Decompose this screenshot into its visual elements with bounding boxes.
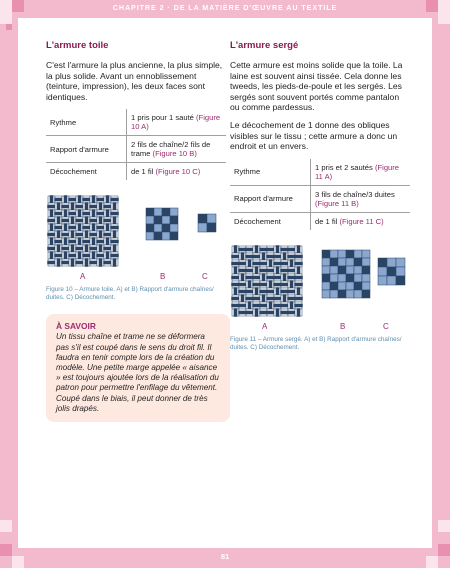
weft-thread — [90, 205, 98, 208]
warp-thread — [106, 252, 109, 260]
weft-thread — [274, 276, 282, 279]
weft-thread — [90, 233, 98, 236]
warp-thread — [64, 252, 67, 260]
warp-thread — [50, 210, 53, 218]
woven-fabric — [232, 245, 303, 316]
weave-cell — [330, 266, 338, 274]
warp-thread — [106, 196, 109, 204]
weave-cell — [387, 267, 396, 276]
weft-thread — [281, 262, 289, 265]
a-savoir-body: Un tissu chaîne et trame ne se déformera pas s'il est coupé dans le sens du droit fil. Il faudra en tenir compte lors de la création du modèle. Une petite marge appelée « aisance » est toujours ajoutée lors de la réalisation du patron pour permettre l'enfilage du vêtement. Coupé dans le biais, il peut donner de très jolis drapés. — [56, 332, 219, 413]
weft-thread — [97, 254, 105, 257]
paragraph: Le décochement de 1 donne des obliques visibles sur le tissu ; cette armure a donc un endroit et un envers. — [230, 119, 398, 152]
corner-pixel — [12, 0, 24, 12]
weft-thread — [104, 247, 112, 250]
row-value: 2 fils de chaîne/2 fils de trame (Figure 10 B) — [127, 136, 227, 163]
table-row — [230, 159, 410, 186]
weft-thread — [239, 283, 247, 286]
warp-thread — [99, 217, 102, 225]
weft-thread — [295, 262, 303, 265]
page-header — [0, 0, 450, 18]
warp-thread — [57, 217, 60, 225]
weft-thread — [246, 269, 254, 272]
warp-thread — [290, 301, 293, 309]
weft-thread — [76, 233, 84, 236]
weave-cell — [322, 266, 330, 274]
weave-cell — [146, 208, 154, 216]
weft-thread — [295, 276, 303, 279]
warp-thread — [50, 224, 53, 232]
weave-cell — [330, 282, 338, 290]
warp-thread — [85, 231, 88, 239]
warp-thread — [241, 273, 244, 281]
weave-diagram-twill — [230, 244, 410, 322]
weave-cell — [154, 224, 162, 232]
weave-diagram-plain — [46, 194, 226, 272]
warp-thread — [78, 252, 81, 260]
a-savoir-box — [46, 314, 230, 422]
figure-label-b: B — [160, 272, 166, 282]
weft-thread — [111, 254, 119, 257]
warp-thread — [297, 287, 300, 295]
weft-thread — [90, 261, 98, 264]
weft-thread — [83, 254, 91, 257]
warp-thread — [255, 287, 258, 295]
warp-thread — [234, 245, 237, 253]
weave-cell — [396, 276, 405, 285]
weave-cell — [170, 224, 178, 232]
warp-thread — [283, 294, 286, 302]
warp-thread — [113, 245, 116, 253]
weave-cell — [162, 216, 170, 224]
weave-cell — [146, 216, 154, 224]
warp-thread — [234, 266, 237, 274]
row-value: 1 pris pour 1 sauté (Figure 10 A) — [127, 109, 227, 136]
weft-thread — [48, 261, 56, 264]
warp-thread — [92, 252, 95, 260]
weave-cell — [207, 223, 216, 232]
chapter-title: CHAPITRE 2 · DE LA MATIÈRE D'ŒUVRE AU TEXTILE — [112, 3, 338, 12]
figure-label-c: C — [202, 272, 208, 282]
warp-thread — [99, 203, 102, 211]
warp-thread — [64, 238, 67, 246]
warp-thread — [290, 280, 293, 288]
warp-thread — [57, 203, 60, 211]
warp-thread — [248, 259, 251, 267]
warp-thread — [78, 196, 81, 204]
weft-thread — [274, 297, 282, 300]
weft-thread — [267, 248, 275, 251]
weave-cell — [154, 208, 162, 216]
weave-cell — [146, 224, 154, 232]
warp-thread — [71, 217, 74, 225]
figure-ref[interactable]: (Figure 11 B) — [315, 198, 359, 208]
warp-thread — [99, 231, 102, 239]
figure-caption: Figure 10 – Armure toile. A) et B) Rapport d'armure chaînes/ duites. C) Décochement. — [46, 286, 214, 302]
weft-thread — [111, 212, 119, 215]
warp-thread — [57, 245, 60, 253]
weave-cell — [198, 214, 207, 223]
weft-thread — [69, 212, 77, 215]
weft-thread — [97, 240, 105, 243]
weft-thread — [288, 290, 296, 293]
weave-cell — [322, 282, 330, 290]
weft-thread — [83, 226, 91, 229]
warp-thread — [269, 259, 272, 267]
row-value: de 1 fil (Figure 11 C) — [315, 216, 384, 226]
weft-thread — [295, 255, 303, 258]
woven-fabric — [48, 196, 119, 267]
table-row — [230, 185, 410, 212]
weft-thread — [76, 205, 84, 208]
warp-thread — [64, 210, 67, 218]
warp-thread — [113, 231, 116, 239]
table-row — [46, 136, 226, 163]
figure-label-c: C — [383, 321, 389, 331]
weave-cell — [354, 266, 362, 274]
warp-thread — [290, 259, 293, 267]
weft-thread — [246, 248, 254, 251]
warp-thread — [50, 252, 53, 260]
warp-thread — [276, 266, 279, 274]
weft-thread — [288, 248, 296, 251]
weft-thread — [97, 198, 105, 201]
row-value: de 1 fil (Figure 10 C) — [131, 167, 201, 177]
weave-cell — [322, 258, 330, 266]
weave-cell — [362, 274, 370, 282]
weft-thread — [76, 219, 84, 222]
weave-cell — [322, 250, 330, 258]
weft-thread — [267, 269, 275, 272]
weft-thread — [48, 247, 56, 250]
figure-label-a: A — [80, 272, 86, 282]
weft-thread — [232, 255, 240, 258]
weft-thread — [90, 247, 98, 250]
weft-thread — [97, 212, 105, 215]
paragraph: C'est l'armure la plus ancienne, la plus simple, la plus solide. Avant un ennoblissement (teinture, impression), les deux faces sont identiques. — [46, 60, 223, 102]
warp-thread — [262, 252, 265, 260]
table-row — [230, 212, 410, 230]
weave-cell — [322, 274, 330, 282]
warp-thread — [297, 245, 300, 253]
weft-thread — [83, 240, 91, 243]
weft-thread — [104, 219, 112, 222]
warp-thread — [106, 224, 109, 232]
warp-thread — [113, 259, 116, 267]
weft-thread — [267, 290, 275, 293]
warp-thread — [255, 266, 258, 274]
figure-label-a: A — [262, 321, 268, 331]
figure-caption: Figure 11 – Armure sergé. A) et B) Rapport d'armure chaînes/ duites. C) Décochement. — [230, 335, 402, 351]
warp-thread — [85, 259, 88, 267]
warp-thread — [85, 245, 88, 253]
weft-thread — [288, 311, 296, 314]
warp-thread — [92, 224, 95, 232]
table-row — [46, 109, 226, 136]
warp-thread — [85, 217, 88, 225]
weave-cell — [396, 258, 405, 267]
weave-cell — [346, 282, 354, 290]
weft-thread — [48, 205, 56, 208]
weft-thread — [62, 233, 70, 236]
figure-10 — [46, 194, 226, 284]
weave-cell — [362, 282, 370, 290]
section-armure-toile — [46, 40, 226, 422]
figure-ref[interactable]: (Figure 10 B) — [152, 149, 197, 159]
warp-thread — [99, 259, 102, 267]
warp-thread — [234, 287, 237, 295]
figure-ref[interactable]: (Figure 11 C) — [339, 216, 384, 226]
weave-cell — [154, 232, 162, 240]
spec-table — [230, 159, 410, 230]
weft-thread — [239, 262, 247, 265]
weave-cell — [146, 232, 154, 240]
weave-cell — [330, 274, 338, 282]
paragraph: Cette armure est moins solide que la toile. La laine est souvent ainsi tissée. Cela donne les tweeds, les pieds-de-poule et les sergés. Les sergés sont souvent portés comme pantalon ou comme pardessus. — [230, 60, 403, 113]
row-label: Rapport d'armure — [230, 185, 311, 212]
warp-thread — [106, 210, 109, 218]
weave-cell — [198, 223, 207, 232]
row-label: Rythme — [230, 159, 311, 186]
weave-cell — [346, 258, 354, 266]
warp-thread — [71, 259, 74, 267]
page-number: 81 — [220, 552, 230, 561]
weave-cell — [362, 250, 370, 258]
weft-thread — [48, 233, 56, 236]
weft-thread — [55, 254, 63, 257]
warp-thread — [78, 210, 81, 218]
warp-thread — [50, 196, 53, 204]
weave-cell — [170, 232, 178, 240]
warp-thread — [92, 238, 95, 246]
weave-cell — [362, 258, 370, 266]
weave-cell — [207, 214, 216, 223]
warp-thread — [241, 294, 244, 302]
weave-cell — [396, 267, 405, 276]
weave-cell — [338, 282, 346, 290]
weave-cell — [387, 276, 396, 285]
weft-thread — [69, 198, 77, 201]
warp-thread — [283, 252, 286, 260]
warp-thread — [234, 308, 237, 316]
weft-thread — [111, 240, 119, 243]
weft-thread — [232, 276, 240, 279]
weft-thread — [69, 226, 77, 229]
warp-thread — [92, 210, 95, 218]
weft-thread — [69, 240, 77, 243]
warp-thread — [92, 196, 95, 204]
warp-thread — [283, 273, 286, 281]
warp-thread — [248, 301, 251, 309]
section-title: L'armure toile — [46, 40, 109, 51]
weft-thread — [232, 297, 240, 300]
weave-cell — [354, 282, 362, 290]
weft-thread — [246, 290, 254, 293]
warp-thread — [106, 238, 109, 246]
warp-thread — [276, 245, 279, 253]
warp-thread — [78, 238, 81, 246]
warp-thread — [71, 245, 74, 253]
warp-thread — [297, 308, 300, 316]
warp-thread — [57, 231, 60, 239]
weave-cell — [330, 258, 338, 266]
weave-cell — [162, 232, 170, 240]
warp-thread — [113, 217, 116, 225]
weft-thread — [281, 304, 289, 307]
section-armure-serge — [230, 40, 410, 352]
weave-cell — [162, 208, 170, 216]
weave-cell — [338, 274, 346, 282]
weave-cell — [162, 224, 170, 232]
weft-thread — [260, 262, 268, 265]
weft-thread — [55, 198, 63, 201]
weave-cell — [362, 266, 370, 274]
weft-thread — [295, 283, 303, 286]
weave-cell — [354, 250, 362, 258]
weft-thread — [260, 283, 268, 286]
warp-thread — [269, 280, 272, 288]
weft-thread — [253, 255, 261, 258]
weft-thread — [295, 304, 303, 307]
corner-pixel — [6, 24, 12, 30]
weft-thread — [55, 226, 63, 229]
weave-cell — [378, 276, 387, 285]
weft-thread — [55, 240, 63, 243]
weave-cell — [387, 258, 396, 267]
weave-cell — [354, 274, 362, 282]
weft-thread — [62, 261, 70, 264]
a-savoir-heading: À SAVOIR — [56, 321, 96, 332]
weft-thread — [274, 255, 282, 258]
weave-cell — [338, 266, 346, 274]
row-label: Rythme — [46, 109, 127, 136]
weave-cell — [354, 258, 362, 266]
weave-cell — [378, 267, 387, 276]
figure-11 — [230, 244, 410, 334]
weft-thread — [260, 304, 268, 307]
weft-thread — [62, 219, 70, 222]
weft-thread — [104, 205, 112, 208]
page-content — [18, 18, 432, 548]
weave-cell — [346, 266, 354, 274]
weft-thread — [90, 219, 98, 222]
warp-thread — [297, 266, 300, 274]
weft-thread — [239, 304, 247, 307]
weave-cell — [338, 290, 346, 298]
warp-thread — [64, 196, 67, 204]
warp-thread — [64, 224, 67, 232]
weave-cell — [346, 274, 354, 282]
corner-pixel — [438, 12, 450, 24]
warp-thread — [269, 301, 272, 309]
corner-pixel — [0, 0, 12, 12]
weave-cell — [346, 290, 354, 298]
corner-pixel — [0, 12, 12, 24]
weave-cell — [346, 250, 354, 258]
row-value: 3 fils de chaîne/3 duites (Figure 11 B) — [311, 185, 411, 212]
warp-thread — [71, 231, 74, 239]
weft-thread — [267, 311, 275, 314]
warp-thread — [113, 203, 116, 211]
weft-thread — [253, 276, 261, 279]
weave-cell — [378, 258, 387, 267]
warp-thread — [276, 287, 279, 295]
spec-table — [46, 109, 226, 180]
warp-thread — [276, 308, 279, 316]
weft-thread — [295, 297, 303, 300]
weft-thread — [111, 198, 119, 201]
weft-thread — [48, 219, 56, 222]
weft-thread — [62, 247, 70, 250]
corner-pixel — [426, 0, 438, 12]
row-label: Rapport d'armure — [46, 136, 127, 163]
weave-cell — [354, 290, 362, 298]
weft-thread — [253, 297, 261, 300]
weft-thread — [76, 247, 84, 250]
weft-thread — [104, 233, 112, 236]
weave-cell — [362, 290, 370, 298]
corner-pixel — [438, 520, 450, 532]
figure-ref[interactable]: (Figure 10 C) — [155, 167, 201, 177]
weft-thread — [281, 283, 289, 286]
corner-pixel — [438, 0, 450, 12]
row-value: 1 pris et 2 sautés (Figure 11 A) — [311, 159, 411, 186]
section-title: L'armure sergé — [230, 40, 299, 51]
row-label: Décochement — [46, 163, 127, 181]
warp-thread — [248, 280, 251, 288]
weave-cell — [338, 250, 346, 258]
weft-thread — [288, 269, 296, 272]
weave-cell — [154, 216, 162, 224]
warp-thread — [99, 245, 102, 253]
warp-thread — [241, 252, 244, 260]
warp-thread — [85, 203, 88, 211]
warp-thread — [78, 224, 81, 232]
weave-cell — [170, 216, 178, 224]
weft-thread — [111, 226, 119, 229]
weave-cell — [330, 250, 338, 258]
table-row — [46, 163, 226, 181]
weave-cell — [322, 290, 330, 298]
weft-thread — [246, 311, 254, 314]
weft-thread — [69, 254, 77, 257]
figure-label-b: B — [340, 321, 346, 331]
weft-thread — [104, 261, 112, 264]
corner-pixel — [0, 520, 12, 532]
warp-thread — [255, 308, 258, 316]
warp-thread — [50, 238, 53, 246]
weft-thread — [83, 212, 91, 215]
warp-thread — [262, 273, 265, 281]
weft-thread — [83, 198, 91, 201]
weave-cell — [170, 208, 178, 216]
warp-thread — [255, 245, 258, 253]
weave-cell — [338, 258, 346, 266]
weft-thread — [97, 226, 105, 229]
weft-thread — [76, 261, 84, 264]
warp-thread — [262, 294, 265, 302]
warp-thread — [57, 259, 60, 267]
weave-cell — [330, 290, 338, 298]
warp-thread — [71, 203, 74, 211]
figure-ref[interactable]: (Figure 11 A) — [315, 162, 400, 181]
weft-thread — [55, 212, 63, 215]
row-label: Décochement — [230, 212, 311, 230]
figure-ref[interactable]: (Figure 10 A) — [131, 113, 221, 132]
weft-thread — [62, 205, 70, 208]
